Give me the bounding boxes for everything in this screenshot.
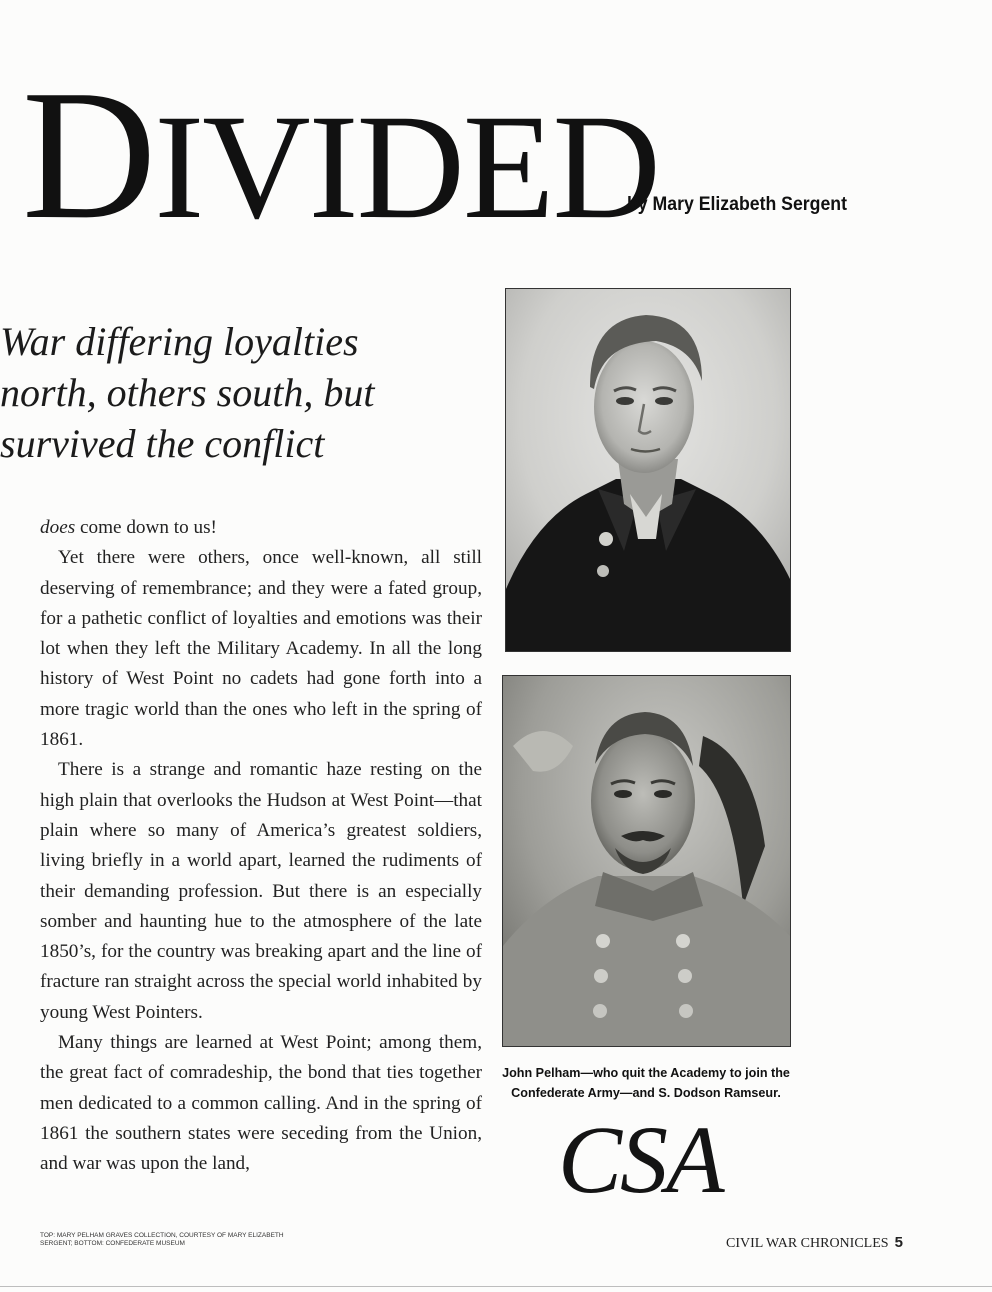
deck-line: War differing loyalties [0, 319, 359, 364]
emphasis-word: does [40, 517, 76, 538]
page-number: 5 [894, 1234, 903, 1251]
portrait-ramseur-image [503, 676, 790, 1046]
photo-caption: John Pelham—who quit the Academy to join the Confederate Army—and S. Dodson Ramseur. [502, 1066, 790, 1100]
csa-label: CSA [558, 1106, 723, 1213]
portrait-pelham-photo [505, 288, 791, 652]
paragraph-text: come down to us! [75, 517, 217, 538]
photo-credit: TOP: MARY PELHAM GRAVES COLLECTION, COURTESY OF MARY ELIZABETH SERGENT; BOTTOM: CONFEDERATE MUSEUM [40, 1232, 284, 1247]
bottom-edge-rule [0, 1286, 992, 1287]
byline: by Mary Elizabeth Sergent [627, 194, 847, 215]
body-paragraph: Yet there were others, once well-known, all still deserving of remembrance; and they were a fated group, for a pathetic conflict of loyalties and emotions was their lot when they left the Military Academy. In all the long history of West Point no cadets had gone forth into a more tragic world than the ones who left in the spring of 1861. [40, 547, 482, 751]
portrait-ramseur-photo [502, 675, 791, 1047]
title-initial: D [22, 52, 155, 258]
publication-name: CIVIL WAR CHRONICLES [726, 1236, 889, 1251]
deck-subtitle [0, 316, 374, 469]
title-rest: IVIDED [154, 84, 659, 250]
deck-line: survived the conflict [0, 421, 325, 466]
body-paragraph [40, 513, 482, 543]
portrait-pelham-image [506, 289, 790, 651]
body-paragraph: Many things are learned at West Point; among them, the great fact of comradeship, the bond that ties together men dedicated to a common calling. And in the spring of 1861 the southern states were seceding from the Union, and war was upon the land, [40, 1032, 482, 1175]
article-body [40, 513, 482, 1180]
deck-line: north, others south, but [0, 370, 375, 415]
body-paragraph: There is a strange and romantic haze resting on the high plain that overlooks the Hudson at West Point—that plain where so many of America’s greatest soldiers, living briefly in a world apart, learned the rudiments of their demanding profession. But there is an especially somber and haunting hue to the atmosphere of the late 1850’s, for the country was breaking apart and the line of fracture ran straight across the special world inhabited by young West Pointers. [40, 759, 482, 1023]
page-footer [726, 1234, 903, 1252]
article-title [22, 52, 659, 258]
